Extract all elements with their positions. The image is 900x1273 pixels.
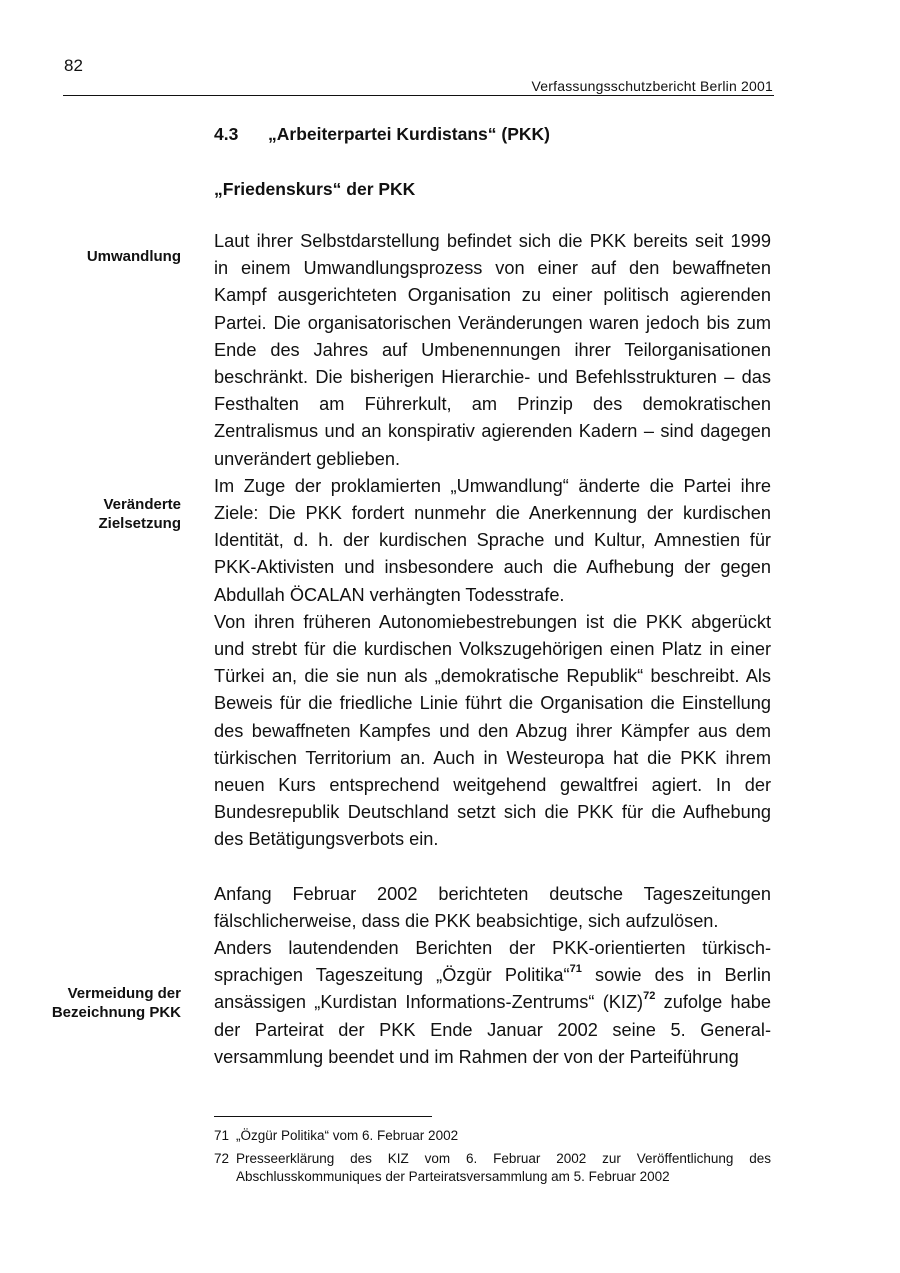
paragraph-text: Anders lautendenden Berichten der PKK-orientierten türkischsprachigen Tageszeitung „Özgür Politika“ xyxy=(214,938,771,986)
margin-note-umwandlung xyxy=(20,247,181,266)
paragraph: Anfang Februar 2002 berichteten deutsche Tageszeitungen fälschlicherweise, dass die PKK beabsichtige, sich aufzulösen. xyxy=(214,883,771,931)
paragraph-text: sowie des in Berlin ansässigen „Kurdistan Informations-Zentrums“ (KIZ) xyxy=(214,965,771,1013)
running-header: Verfassungsschutzbericht Berlin 2001 xyxy=(531,78,773,94)
margin-note-line: Bezeichnung PKK xyxy=(51,1004,181,1021)
paragraph-text: zufolge habe der Parteirat der PKK Ende Januar 2002 seine 5. Generalversammlung beendet und im Rahmen der von der Parteiführung xyxy=(214,992,771,1067)
margin-note-bezeichnung xyxy=(20,984,181,1022)
section-title: „Arbeiterpartei Kurdistans“ (PKK) xyxy=(268,124,550,144)
footnote-number: 71 xyxy=(214,1128,230,1143)
section-heading xyxy=(214,124,550,145)
margin-note-line: Zielsetzung xyxy=(98,515,181,532)
footnote-ref-71[interactable]: 71 xyxy=(569,963,582,976)
subheading: „Friedenskurs“ der PKK xyxy=(214,179,416,199)
paragraph: Im Zuge der proklamierten „Umwandlung“ änderte die Partei ihre Ziele: Die PKK fordert nunmehr die Anerkennung der kurdischen Identität, d. h. der kurdischen Sprache und Kultur, Amnestien für PKK-Aktivisten und insbesondere auch die Aufhebung der gegen Abdullah ÖCALAN verhängten Todesstrafe. xyxy=(214,475,771,605)
margin-note-zielsetzung xyxy=(20,495,181,533)
section-number: 4.3 xyxy=(214,124,239,144)
body-text xyxy=(214,228,771,1071)
footnote-ref-72[interactable]: 72 xyxy=(643,990,656,1003)
footnote-72 xyxy=(214,1150,771,1186)
margin-note-text: Umwandlung xyxy=(86,248,181,265)
footnote-71 xyxy=(214,1127,771,1145)
paragraph: Laut ihrer Selbstdarstellung befindet sich die PKK bereits seit 1999 in einem Umwandlungsprozess von einer auf den bewaffneten Kampf ausgerichteten Organisation zu einer politisch agierenden Partei. Die organisatorischen Veränderungen waren jedoch bis zum Ende des Jahres auf Umbenennungen ihrer Teilorganisationen beschränkt. Die bisherigen Hierarchie- und Befehlsstrukturen – das Festhalten am Führerkult, am Prinzip des demokratischen Zentralismus und an konspirativ agierenden Kadern – sind dagegen unverändert geblieben. xyxy=(214,231,771,469)
footnote-number: 72 xyxy=(214,1151,230,1166)
footnote-rule xyxy=(214,1116,432,1117)
footnote-text: Presseerklärung des KIZ vom 6. Februar 2002 zur Veröffentlichung des Abschlusskommuniques der Parteiratsversammlung am 5. Februar 2002 xyxy=(236,1151,771,1184)
paragraph: Von ihren früheren Autonomiebestrebungen ist die PKK abgerückt und strebt für die kurdischen Volkszugehörigen einen Platz in einer Türkei an, die sie nun als „demokratische Republik“ beschreibt. Als Beweis für die friedliche Linie führt die Organisation die Einstellung des bewaffneten Kampfes und den Abzug ihrer Kämpfer aus dem türkischen Territorium an. Auch in Westeuropa hat die PKK ihrem neuen Kurs entsprechend weitgehend gewaltfrei agiert. In der Bundesrepublik Deutschland setzt sich die PKK für die Aufhebung des Betätigungsverbots ein. xyxy=(214,611,771,850)
footnote-text: „Özgür Politika“ vom 6. Februar 2002 xyxy=(236,1128,459,1143)
paragraph xyxy=(214,935,771,1071)
margin-note-line: Veränderte xyxy=(103,496,181,513)
page-number: 82 xyxy=(64,56,83,75)
margin-note-line: Vermeidung der xyxy=(67,985,181,1002)
header-rule xyxy=(63,95,774,96)
